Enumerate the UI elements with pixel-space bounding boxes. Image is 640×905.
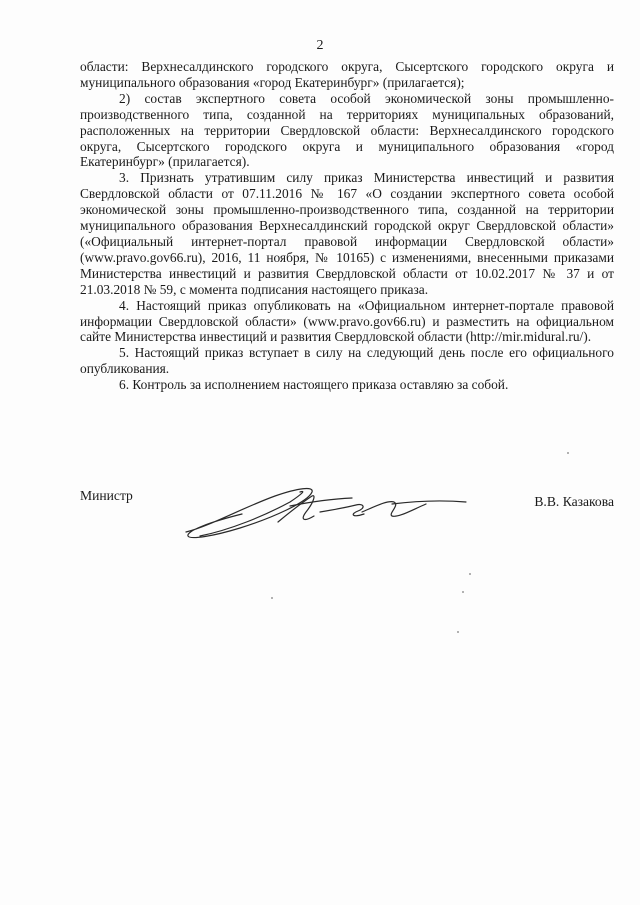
handwritten-signature [180,482,470,544]
scan-speck [457,631,459,633]
paragraph-item-4: 4. Настоящий приказ опубликовать на «Официальном интернет-портале правовой информации Свердловской области» (www.pravo.gov66.ru) и разместить на официальном сайте Министерства инвестиций и развития Свердловской области (http://mir.midural.ru/). [80,297,614,345]
document-body [80,59,614,393]
signature-block [80,488,614,548]
paragraph-item-3: 3. Признать утратившим силу приказ Министерства инвестиций и развития Свердловской области от 07.11.2016 № 167 «О создании экспертного совета особой экономической зоны промышленно-производственного типа, созданной на территории муниципального образования Верхнесалдинский городской округ Свердловской области» («Официальный интернет-портал правовой информации Свердловской области» (www.pravo.gov66.ru), 2016, 11 ноября, № 10165) с изменениями, внесенными приказами Министерства инвестиций и развития Свердловской области от 10.02.2017 № 37 и от 21.03.2018 № 59, с момента подписания настоящего приказа. [80,170,614,297]
paragraph-item-6: 6. Контроль за исполнением настоящего приказа оставляю за собой. [119,377,509,393]
page-number: 2 [316,38,324,53]
scan-speck [567,452,569,454]
scan-speck [462,591,464,593]
signer-name: В.В. Казакова [534,494,614,509]
scan-speck [271,597,273,599]
scan-speck [469,573,471,575]
paragraph-continuation: области: Верхнесалдинского городского округа, Сысертского городского округа и муниципального образования «город Екатеринбург» (прилагается); [80,59,614,90]
paragraph-item-5: 5. Настоящий приказ вступает в силу на следующий день после его официального опубликования. [80,345,614,377]
paragraph-item-2: 2) состав экспертного совета особой экономической зоны промышленно-производственного типа, созданной на территориях муниципальных образований, расположенных на территории Свердловской области: Верхнесалдинского городского округа, Сысертского городского округа и муниципального образования «город Екатеринбург» (прилагается). [80,90,614,170]
signer-title: Министр [80,488,133,503]
